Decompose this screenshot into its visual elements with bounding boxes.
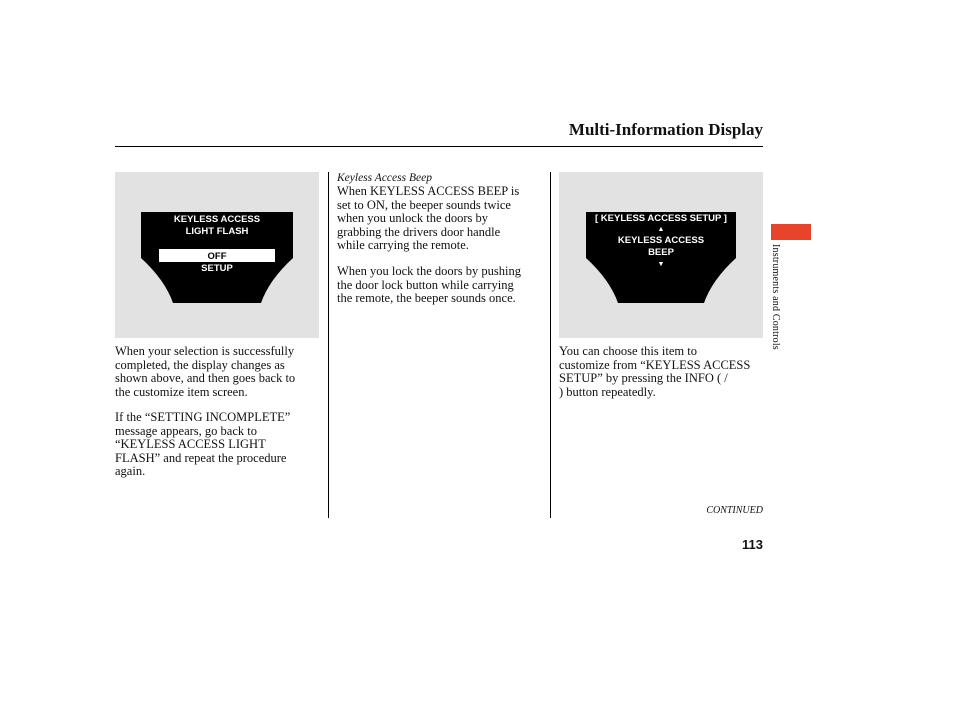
- display-line-2: KEYLESS ACCESS: [617, 235, 705, 246]
- display-illustration-left: [115, 172, 319, 338]
- display-illustration-right: [559, 172, 763, 338]
- page-number: 113: [742, 537, 763, 552]
- arrow-down-icon: ▼: [657, 261, 665, 268]
- display-line-2: LIGHT FLASH: [185, 226, 249, 237]
- section-tab-marker: [771, 224, 811, 240]
- section-subheading: Keyless Access Beep: [337, 172, 432, 184]
- display-screen-left: [115, 172, 319, 338]
- continued-label: CONTINUED: [706, 505, 763, 516]
- column-divider-right: [550, 172, 551, 518]
- middle-paragraph-1: When KEYLESS ACCESS BEEP is set to ON, the beeper sounds twice when you unlock the doors by grabbing the drivers door handle while carrying the remote.: [337, 184, 520, 252]
- left-paragraph-2: If the “SETTING INCOMPLETE” message appears, go back to “KEYLESS ACCESS LIGHT FLASH” and repeat the procedure again.: [115, 410, 291, 478]
- display-screen-right: [559, 172, 763, 338]
- display-setup-header: [ KEYLESS ACCESS SETUP ]: [595, 213, 727, 224]
- page-title: Multi-Information Display: [568, 120, 763, 139]
- column-divider-left: [328, 172, 329, 518]
- display-option-setup: SETUP: [201, 263, 233, 274]
- right-paragraph-1: You can choose this item to customize from “KEYLESS ACCESS SETUP” by pressing the INFO ( / ) button repeatedly.: [559, 344, 751, 399]
- display-line-1: KEYLESS ACCESS: [173, 214, 261, 225]
- section-tab-label: Instruments and Controls: [770, 244, 781, 350]
- arrow-up-icon: ▲: [657, 226, 665, 233]
- middle-paragraph-2: When you lock the doors by pushing the door lock button while carrying the remote, the beeper sounds once.: [337, 264, 522, 305]
- left-paragraph-1: When your selection is successfully completed, the display changes as shown above, and then goes back to the customize item screen.: [115, 344, 296, 399]
- title-divider: [115, 146, 763, 147]
- display-option-selected: OFF: [207, 251, 227, 262]
- display-line-3: BEEP: [648, 247, 674, 258]
